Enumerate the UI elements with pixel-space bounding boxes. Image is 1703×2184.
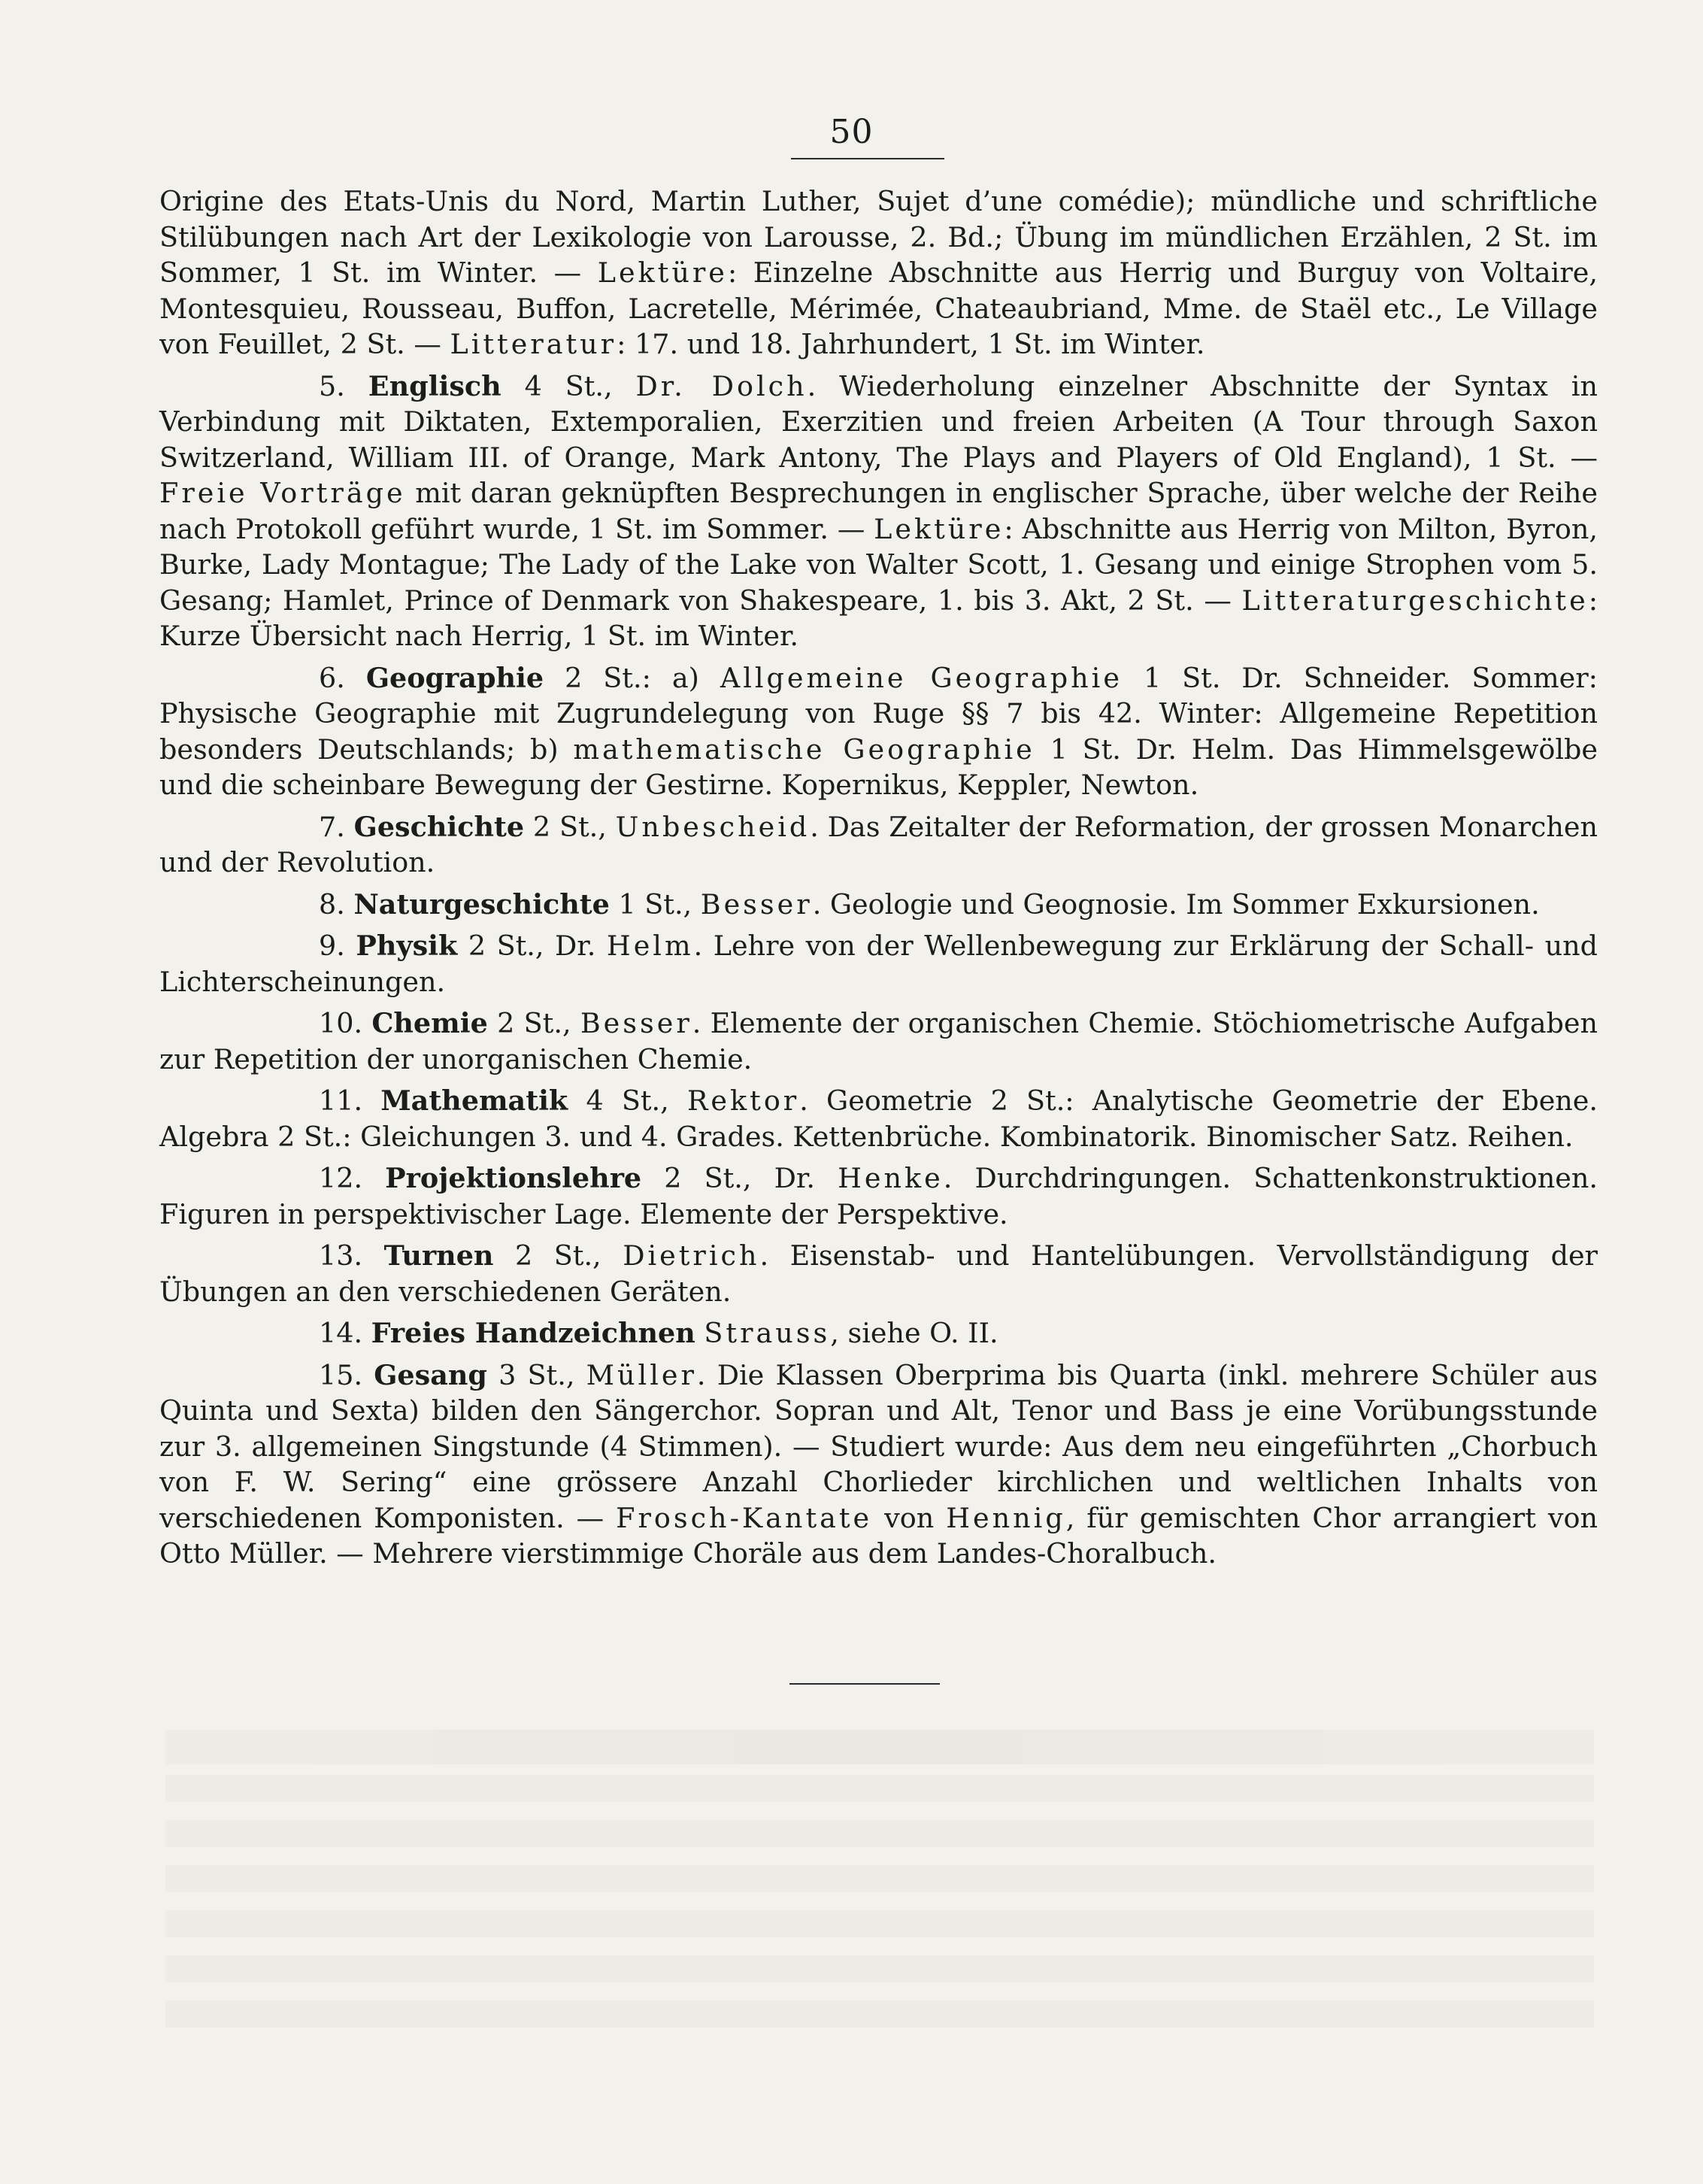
- subject-name: Gesang: [374, 1358, 487, 1391]
- item-text: . Geometrie 2 St.: Analytische Geometrie der Ebene. Algebra 2 St.: Gleichungen 3. und 4. Grades. Kettenbrüche. Kombinatorik. Binomischer Satz. Reihen.: [159, 1084, 1598, 1153]
- item-text: . Wiederholung einzelner Abschnitte der Syntax in Verbindung mit Diktaten, Extemporalien, Exerzitien und freien Arbeiten (A Tour through Saxon Switzerland, William III. of Orange, Mark Antony, The Plays and Players of Old England), 1 St. —: [159, 369, 1598, 474]
- intro-emphasis: Litteratur: [450, 328, 617, 360]
- teacher-name: Henke: [838, 1162, 944, 1194]
- item-number: 9.: [319, 930, 356, 962]
- item-text: , siehe O. II.: [830, 1317, 998, 1349]
- subject-item: [159, 1315, 1598, 1351]
- subject-item: [159, 1006, 1598, 1077]
- subject-name: Geographie: [365, 661, 544, 694]
- item-text: von: [872, 1501, 947, 1534]
- curriculum-text: [159, 184, 1598, 1578]
- item-text: mit daran geknüpften Besprechungen in englischer Sprache, über welche der Reihe nach Protokoll geführt wurde, 1 St. im Sommer. —: [159, 477, 1598, 545]
- subject-item: [159, 1357, 1598, 1572]
- lesson-hours: [695, 1317, 705, 1349]
- lesson-hours: 4 St.,: [568, 1084, 687, 1117]
- intro-text: : 17. und 18. Jahrhundert, 1 St. im Winter.: [617, 328, 1205, 360]
- intro-paragraph: [159, 184, 1598, 362]
- teacher-name: Strauss: [704, 1317, 831, 1349]
- item-number: 5.: [319, 369, 368, 402]
- subject-item: [159, 660, 1598, 803]
- item-text: . Durchdringungen. Schattenkonstruktionen. Figuren in perspektivischer Lage. Elemente der Perspektive.: [159, 1162, 1598, 1230]
- lesson-hours: 2 St., Dr.: [641, 1162, 838, 1194]
- subject-name: Projektionslehre: [385, 1162, 642, 1194]
- item-number: 7.: [319, 810, 354, 843]
- item-number: 10.: [319, 1007, 372, 1039]
- subject-item: [159, 887, 1598, 923]
- subject-item: [159, 369, 1598, 654]
- item-emphasis: mathematische Geographie: [573, 733, 1035, 766]
- lesson-hours: 4 St.,: [501, 369, 636, 402]
- intro-text: Origine des Etats-Unis du Nord, Martin Luther, Sujet d’une comédie); mündliche und schriftliche Stilübungen nach Art der Lexikologie von Larousse, 2. Bd.; Übung im mündlichen Erzählen, 2 St. im Sommer, 1 St. im Winter. —: [159, 185, 1598, 289]
- subject-item: [159, 809, 1598, 881]
- lesson-hours: 1 St.,: [609, 887, 701, 921]
- item-text: , für gemischten Chor arrangiert von Otto Müller. — Mehrere vierstimmige Choräle aus dem Landes-Choralbuch.: [159, 1501, 1598, 1570]
- item-number: 12.: [319, 1162, 386, 1194]
- item-emphasis: Frosch-Kantate: [616, 1501, 873, 1534]
- subject-name: Turnen: [383, 1239, 494, 1272]
- item-emphasis: Lektüre: [874, 512, 1005, 545]
- teacher-name: Dietrich: [623, 1239, 760, 1272]
- item-text: . Elemente der organischen Chemie. Stöchiometrische Aufgaben zur Repetition der unorganischen Chemie.: [159, 1007, 1598, 1075]
- item-number: 14.: [319, 1317, 371, 1349]
- subject-item: [159, 928, 1598, 999]
- page-number: 50: [829, 113, 874, 151]
- lesson-hours: 2 St.,: [493, 1239, 623, 1272]
- teacher-name: Müller: [586, 1358, 697, 1391]
- item-text: . Das Zeitalter der Reformation, der grossen Monarchen und der Revolution.: [159, 810, 1598, 878]
- subject-name: Physik: [356, 930, 458, 962]
- teacher-name: Rektor: [686, 1084, 800, 1117]
- subject-name: Chemie: [371, 1007, 488, 1039]
- teacher-name: Allgemeine Geographie: [720, 661, 1123, 694]
- item-number: 8.: [319, 887, 354, 921]
- subject-name: Mathematik: [380, 1084, 568, 1117]
- item-emphasis: Litteraturgeschichte: [1241, 584, 1589, 617]
- teacher-name: Helm: [606, 930, 694, 962]
- lesson-hours: 2 St.,: [524, 810, 616, 843]
- subject-item: [159, 1238, 1598, 1309]
- teacher-name: Dr. Dolch: [635, 369, 808, 402]
- subject-name: Englisch: [368, 369, 502, 402]
- item-emphasis: Hennig: [946, 1501, 1066, 1534]
- item-emphasis: Freie Vorträge: [159, 477, 406, 509]
- subject-list: [159, 369, 1598, 1572]
- item-text: . Eisenstab- und Hantelübungen. Vervollständigung der Übungen an den verschiedenen Geräten.: [159, 1239, 1598, 1308]
- intro-text: : Einzelne Abschnitte aus Herrig und Burguy von Voltaire, Montesquieu, Rousseau, Buffon, Lacretelle, Mérimée, Chateaubriand, Mme. de Staël etc., Le Village von Feuillet, 2 St. —: [159, 256, 1598, 360]
- item-number: 13.: [319, 1239, 384, 1272]
- item-text: . Lehre von der Wellenbewegung zur Erklärung der Schall- und Lichterscheinungen.: [159, 930, 1598, 998]
- lesson-hours: 2 St., Dr.: [457, 930, 607, 962]
- lesson-hours: 2 St.,: [487, 1007, 580, 1039]
- item-text: : Kurze Übersicht nach Herrig, 1 St. im Winter.: [159, 584, 1598, 652]
- item-text: . Geologie und Geognosie. Im Sommer Exkursionen.: [812, 887, 1540, 921]
- teacher-name: Besser: [700, 887, 813, 921]
- item-text: 1 St. Dr. Schneider. Sommer: Physische Geographie mit Zugrundelegung von Ruge §§ 7 bis 42. Winter: Allgemeine Repetition besonders Deutschlands; b): [159, 661, 1598, 766]
- item-text: 1 St. Dr. Helm. Das Himmelsgewölbe und die scheinbare Bewegung der Gestirne. Kopernikus, Keppler, Newton.: [159, 733, 1598, 801]
- subject-item: [159, 1160, 1598, 1232]
- item-text: . Die Klassen Oberprima bis Quarta (inkl. mehrere Schüler aus Quinta und Sexta) bilden den Sängerchor. Sopran und Alt, Tenor und Bass je eine Vorübungsstunde zur 3. allgemeinen Singstunde (4 Stimmen). — Studiert wurde: Aus dem neu eingeführten „Chorbuch von F. W. Sering“ eine grössere Anzahl Chorlieder kirchlichen und weltlichen Inhalts von verschiedenen Komponisten. —: [159, 1358, 1598, 1534]
- subject-name: Naturgeschichte: [353, 887, 610, 921]
- item-number: 11.: [319, 1084, 381, 1117]
- item-number: 15.: [319, 1358, 374, 1391]
- intro-emphasis: Lektüre: [597, 256, 728, 289]
- subject-item: [159, 1083, 1598, 1154]
- teacher-name: Unbescheid: [615, 810, 811, 843]
- subject-name: Geschichte: [353, 810, 525, 843]
- item-number: 6.: [319, 661, 366, 694]
- lesson-hours: 2 St.: a): [544, 661, 720, 694]
- lesson-hours: 3 St.,: [486, 1358, 586, 1391]
- section-end-rule: [789, 1683, 940, 1685]
- subject-name: Freies Handzeichnen: [371, 1317, 695, 1349]
- header-rule: [791, 158, 944, 159]
- teacher-name: Besser: [580, 1007, 692, 1039]
- item-text: : Abschnitte aus Herrig von Milton, Byron, Burke, Lady Montague; The Lady of the Lake von Walter Scott, 1. Gesang und einige Strophen vom 5. Gesang; Hamlet, Prince of Denmark von Shakespeare, 1. bis 3. Akt, 2 St. —: [159, 512, 1598, 617]
